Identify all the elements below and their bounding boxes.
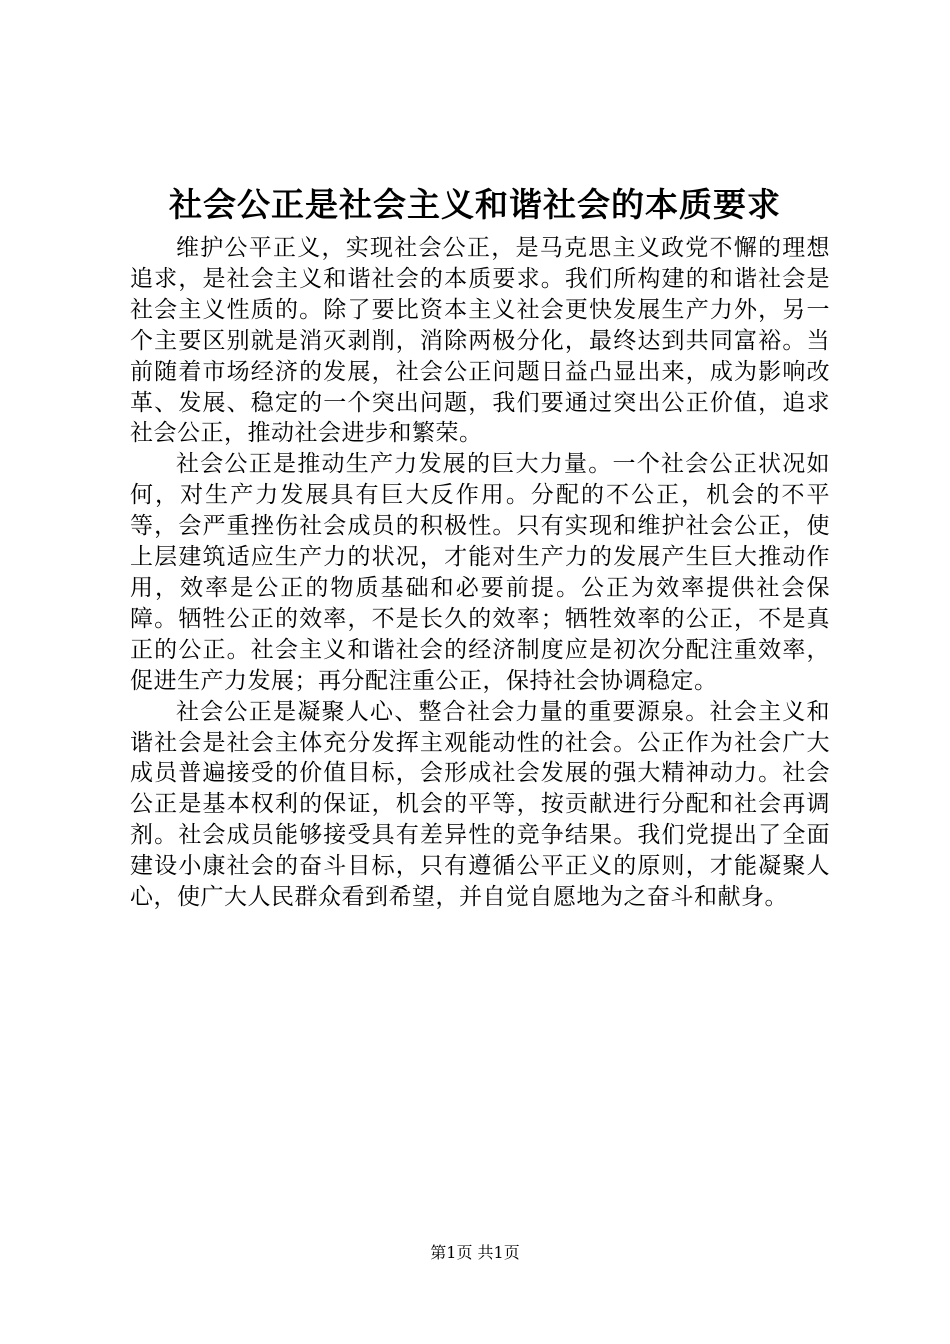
- paragraph-3: 社会公正是凝聚人心、整合社会力量的重要源泉。社会主义和谐社会是社会主体充分发挥主观能动性的社会。公正作为社会广大成员普遍接受的价值目标，会形成社会发展的强大精神动力。社会公正是基本权利的保证，机会的平等，按贡献进行分配和社会再调剂。社会成员能够接受具有差异性的竞争结果。我们党提出了全面建设小康社会的奋斗目标，只有遵循公平正义的原则，才能凝聚人心，使广大人民群众看到希望，并自觉自愿地为之奋斗和献身。: [130, 698, 830, 911]
- paragraph-1: 维护公平正义，实现社会公正，是马克思主义政党不懈的理想追求，是社会主义和谐社会的本质要求。我们所构建的和谐社会是社会主义性质的。除了要比资本主义社会更快发展生产力外，另一个主要区别就是消灭剥削，消除两极分化，最终达到共同富裕。当前随着市场经济的发展，社会公正问题日益凸显出来，成为影响改革、发展、稳定的一个突出问题，我们要通过突出公正价值，追求社会公正，推动社会进步和繁荣。: [130, 235, 830, 447]
- document-body: [130, 233, 830, 913]
- document-title: 社会公正是社会主义和谐社会的本质要求: [169, 185, 781, 224]
- page-footer: 第1页 共1页: [430, 1243, 520, 1262]
- paragraph-2: 社会公正是推动生产力发展的巨大力量。一个社会公正状况如何，对生产力发展具有巨大反作用。分配的不公正，机会的不平等，会严重挫伤社会成员的积极性。只有实现和维护社会公正，使上层建筑适应生产力的状况，才能对生产力的发展产生巨大推动作用，效率是公正的物质基础和必要前提。公正为效率提供社会保障。牺牲公正的效率，不是长久的效率；牺牲效率的公正，不是真正的公正。社会主义和谐社会的经济制度应是初次分配注重效率，促进生产力发展；再分配注重公正，保持社会协调稳定。: [130, 451, 830, 694]
